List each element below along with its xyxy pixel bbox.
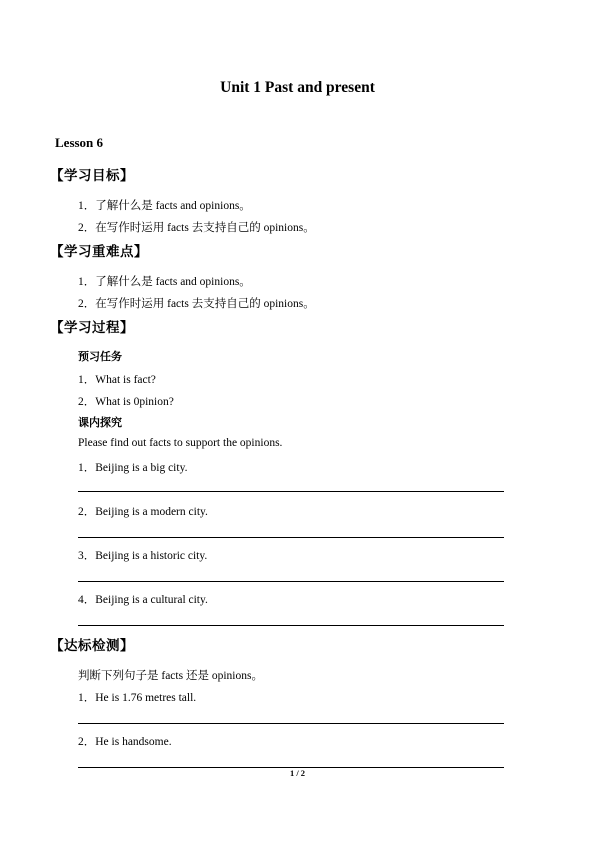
section-heading-key-points: 【学习重难点】 [50,244,148,260]
assessment-item-1: 1．He is 1.76 metres tall. [78,692,197,704]
section-heading-process: 【学习过程】 [50,320,134,336]
explore-item-1: 1．Beijing is a big city. [78,462,188,474]
preview-task-title: 预习任务 [78,350,122,363]
preview-item-2: 2．What is 0pinion? [78,396,174,408]
explore-instruction: Please find out facts to support the opinions. [78,437,283,449]
explore-item-3: 3．Beijing is a historic city. [78,550,208,562]
page-number: 1 / 2 [289,768,306,778]
preview-item-1: 1．What is fact? [78,374,156,386]
answer-line-3[interactable] [78,581,504,582]
page-title: Unit 1 Past and present [220,79,375,96]
explore-item-2: 2．Beijing is a modern city. [78,506,208,518]
explore-item-4: 4．Beijing is a cultural city. [78,594,208,606]
objective-item-2: 2．在写作时运用 facts 去支持自己的 opinions。 [78,222,315,234]
key-point-item-2: 2．在写作时运用 facts 去支持自己的 opinions。 [78,298,315,310]
lesson-label: Lesson 6 [55,135,104,150]
explore-title: 课内探究 [78,416,122,429]
answer-line-5[interactable] [78,723,504,724]
answer-line-1[interactable] [78,491,504,492]
section-heading-assessment: 【达标检测】 [50,638,134,654]
answer-line-4[interactable] [78,625,504,626]
objective-item-1: 1．了解什么是 facts and opinions。 [78,200,251,212]
assessment-instruction: 判断下列句子是 facts 还是 opinions。 [78,670,263,682]
key-point-item-1: 1．了解什么是 facts and opinions。 [78,276,251,288]
section-heading-objectives: 【学习目标】 [50,168,134,184]
assessment-item-2: 2．He is handsome. [78,736,172,748]
answer-line-2[interactable] [78,537,504,538]
